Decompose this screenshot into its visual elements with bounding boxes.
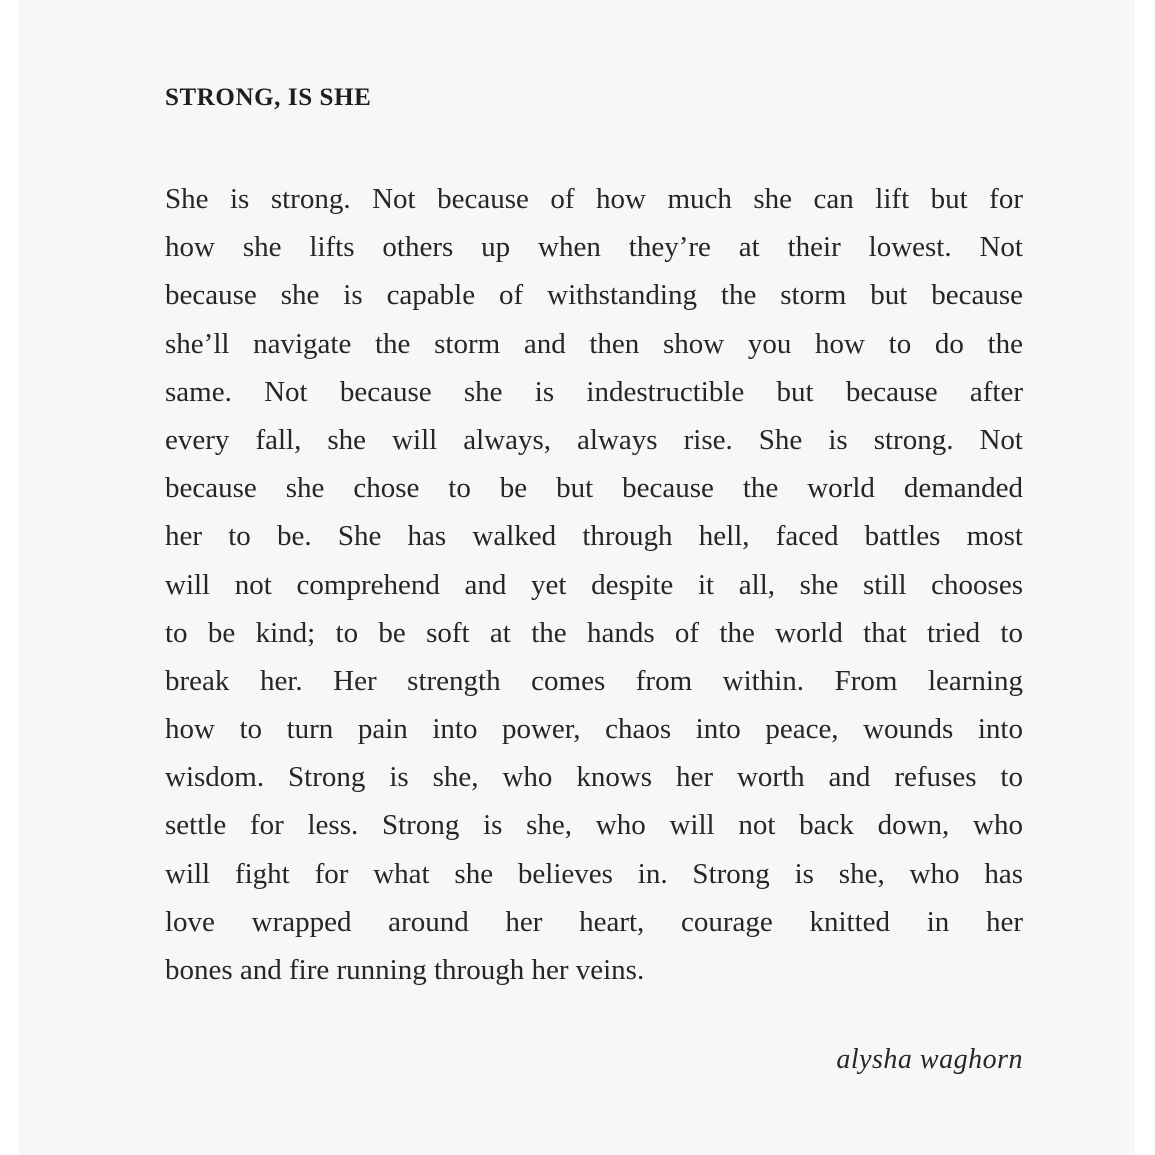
author-signature: alysha waghorn bbox=[836, 1044, 1023, 1075]
poem-line: same. Not because she is indestructible but because after bbox=[165, 375, 1023, 408]
poem-line: she’ll navigate the storm and then show you how to do the bbox=[165, 327, 1023, 360]
poem-line: She is strong. Not because of how much she can lift but for bbox=[165, 183, 1023, 215]
poem-line: because she is capable of withstanding the storm but because bbox=[165, 279, 1023, 312]
poem-line: her to be. She has walked through hell, faced battles most bbox=[165, 520, 1023, 553]
poem-line: will not comprehend and yet despite it all, she still chooses bbox=[165, 568, 1023, 601]
poem-line: wisdom. Strong is she, who knows her worth and refuses to bbox=[165, 761, 1023, 794]
poem-page bbox=[18, 0, 1135, 1155]
poem-line: how to turn pain into power, chaos into peace, wounds into bbox=[165, 713, 1023, 746]
poem-body bbox=[165, 175, 1023, 994]
poem-line: how she lifts others up when they’re at their lowest. Not bbox=[165, 231, 1023, 264]
poem-title: STRONG, IS SHE bbox=[165, 84, 372, 111]
poem-line: every fall, she will always, always rise. She is strong. Not bbox=[165, 423, 1023, 456]
poem-line: love wrapped around her heart, courage knitted in her bbox=[165, 905, 1023, 938]
poem-line: settle for less. Strong is she, who will not back down, who bbox=[165, 809, 1023, 842]
poem-line: to be kind; to be soft at the hands of the world that tried to bbox=[165, 616, 1023, 649]
poem-line: will fight for what she believes in. Strong is she, who has bbox=[165, 857, 1023, 890]
poem-line: bones and fire running through her veins. bbox=[165, 954, 645, 986]
poem-line: break her. Her strength comes from within. From learning bbox=[165, 664, 1023, 697]
poem-line: because she chose to be but because the world demanded bbox=[165, 472, 1023, 505]
